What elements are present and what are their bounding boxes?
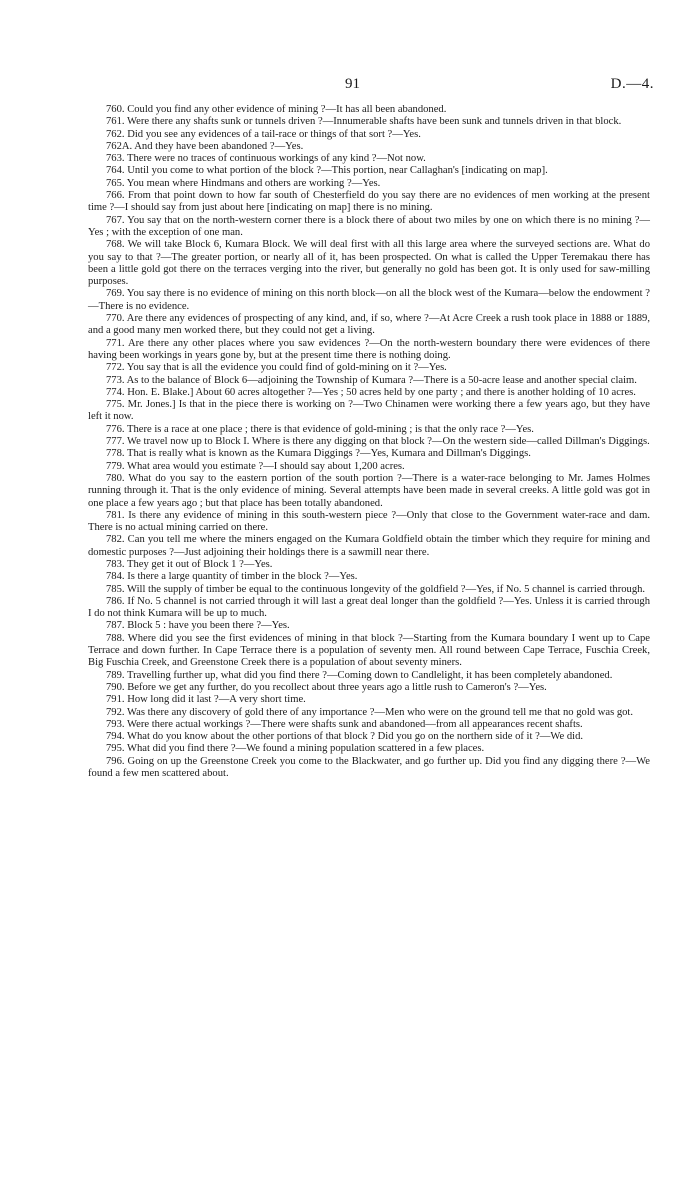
paragraph-771: 771. Are there any other places where you saw evidences ?—On the north-western boundary there were evidences of there having been workings in years gone by, but at the present time there is nothing doing. <box>88 337 650 361</box>
paragraph-761: 761. Were there any shafts sunk or tunnels driven ?—Innumerable shafts have been sunk and tunnels driven in that block. <box>106 116 622 128</box>
paragraph-790: 790. Before we get any further, do you recollect about three years ago a little rush to Cameron's ?—Yes. <box>106 681 547 693</box>
paragraph-785: 785. Will the supply of timber be equal to the continuous longevity of the goldfield ?—Yes, if No. 5 channel is carried through. <box>106 583 646 595</box>
paragraph-795: 795. What did you find there ?—We found a mining population scattered in a few places. <box>106 743 485 755</box>
paragraph-782: 782. Can you tell me where the miners engaged on the Kumara Goldfield obtain the timber which they require for mining and domestic purposes ?—Just adjoining their holdings there is a sawmill near there. <box>88 534 650 558</box>
paragraph-789: 789. Travelling further up, what did you find there ?—Coming down to Candlelight, it has been completely abandoned. <box>106 669 613 681</box>
paragraph-792: 792. Was there any discovery of gold there of any importance ?—Men who were on the ground tell me that no gold was got. <box>106 706 634 718</box>
paragraph-775: 775. Mr. Jones.] Is that in the piece there is working on ?—Two Chinamen were working there a few years ago, but they have left it now. <box>88 399 650 423</box>
paragraph-778: 778. That is really what is known as the Kumara Diggings ?—Yes, Kumara and Dillman's Diggings. <box>106 448 531 460</box>
paragraph-770: 770. Are there any evidences of prospecting of any kind, and, if so, where ?—At Acre Creek a rush took place in 1888 or 1889, and a good many men worked there, but they could not get a living. <box>88 313 650 337</box>
paragraph-793: 793. Were there actual workings ?—There were shafts sunk and abandoned—from all appearances recent shafts. <box>106 718 583 730</box>
paragraph-777: 777. We travel now up to Block I. Where is there any digging on that block ?—On the western side—called Dillman's Diggings. <box>106 436 650 448</box>
paragraph-774: 774. Hon. E. Blake.] About 60 acres altogether ?—Yes ; 50 acres held by one party ; and there is another holding of 10 acres. <box>106 386 636 398</box>
paragraph-769: 769. You say there is no evidence of mining on this north block—on all the block west of the Kumara—below the endowment ?—There is no evidence. <box>88 288 650 312</box>
paragraph-773: 773. As to the balance of Block 6—adjoining the Township of Kumara ?—There is a 50-acre lease and another special claim. <box>106 374 637 386</box>
paragraph-762a: 762A. And they have been abandoned ?—Yes. <box>106 140 304 152</box>
paragraph-794: 794. What do you know about the other portions of that block ? Did you go on the northern side of it ?—We did. <box>106 731 584 743</box>
paragraph-764: 764. Until you come to what portion of the block ?—This portion, near Callaghan's [indicating on map]. <box>106 165 548 177</box>
paragraph-786: 786. If No. 5 channel is not carried through it will last a great deal longer than the goldfield ?—Yes. Unless it is carried through I do not think Kumara will be up to much. <box>88 595 650 620</box>
paragraph-768: 768. We will take Block 6, Kumara Block. We will deal first with all this large area where the surveyed sections are. What do you say to that ?—The greater portion, or nearly all of it, has been prospected. On what is called the Upper Teremakau there has been a little gold got there on the terraces verging into the river, but generally no gold has been got. It is only used for saw-milling purposes. <box>88 239 650 288</box>
paragraph-791: 791. How long did it last ?—A very short time. <box>106 694 306 706</box>
paragraph-760: 760. Could you find any other evidence of mining ?—It has all been abandoned. <box>106 104 447 115</box>
paragraph-784: 784. Is there a large quantity of timber in the block ?—Yes. <box>106 571 358 583</box>
paragraph-787: 787. Block 5 : have you been there ?—Yes. <box>106 620 290 632</box>
paragraph-780: 780. What do you say to the eastern portion of the south portion ?—There is a water-race belonging to Mr. James Holmes running through it. That is the only evidence of mining. Several attempts have been made in several creeks. A little gold was got in one place a few years ago ; but that place has been totally abandoned. <box>88 472 650 509</box>
transcript-body <box>88 104 650 780</box>
paragraph-766: 766. From that point down to how far south of Chesterfield do you say there are no evidences of men working at the present time ?—I should say from just about here [indicating on map] there is no mining. <box>88 190 650 214</box>
page-header <box>0 76 700 98</box>
page-number: 91 <box>345 76 360 92</box>
paragraph-779: 779. What area would you estimate ?—I should say about 1,200 acres. <box>106 460 405 472</box>
paragraph-796: 796. Going on up the Greenstone Creek you come to the Blackwater, and go further up. Did you find any digging there ?—We found a few men scattered about. <box>88 755 650 780</box>
paragraph-765: 765. You mean where Hindmans and others are working ?—Yes. <box>106 177 381 189</box>
paragraph-772: 772. You say that is all the evidence you could find of gold-mining on it ?—Yes. <box>106 362 447 374</box>
paragraph-763: 763. There were no traces of continuous workings of any kind ?—Not now. <box>106 153 426 165</box>
paragraph-767: 767. You say that on the north-western corner there is a block there of about two miles by one on which there is no mining ?—Yes ; with the exception of one man. <box>88 214 650 238</box>
paragraph-783: 783. They get it out of Block 1 ?—Yes. <box>106 558 273 570</box>
document-reference: D.—4. <box>610 76 654 92</box>
paragraph-762: 762. Did you see any evidences of a tail-race or things of that sort ?—Yes. <box>106 128 421 140</box>
paragraph-776: 776. There is a race at one place ; there is that evidence of gold-mining ; is that the only race ?—Yes. <box>106 423 534 435</box>
paragraph-788: 788. Where did you see the first evidences of mining in that block ?—Starting from the Kumara boundary I went up to Cape Terrace and down further. In Cape Terrace there is a population of seventy men. All round between Cape Terrace, Fuschia Creek, Big Fuschia Creek, and Greenstone Creek there is a population of about seventy miners. <box>88 632 650 669</box>
paragraph-781: 781. Is there any evidence of mining in this south-western piece ?—Only that close to the Government water-race and dam. There is no actual mining carried on there. <box>88 509 650 534</box>
